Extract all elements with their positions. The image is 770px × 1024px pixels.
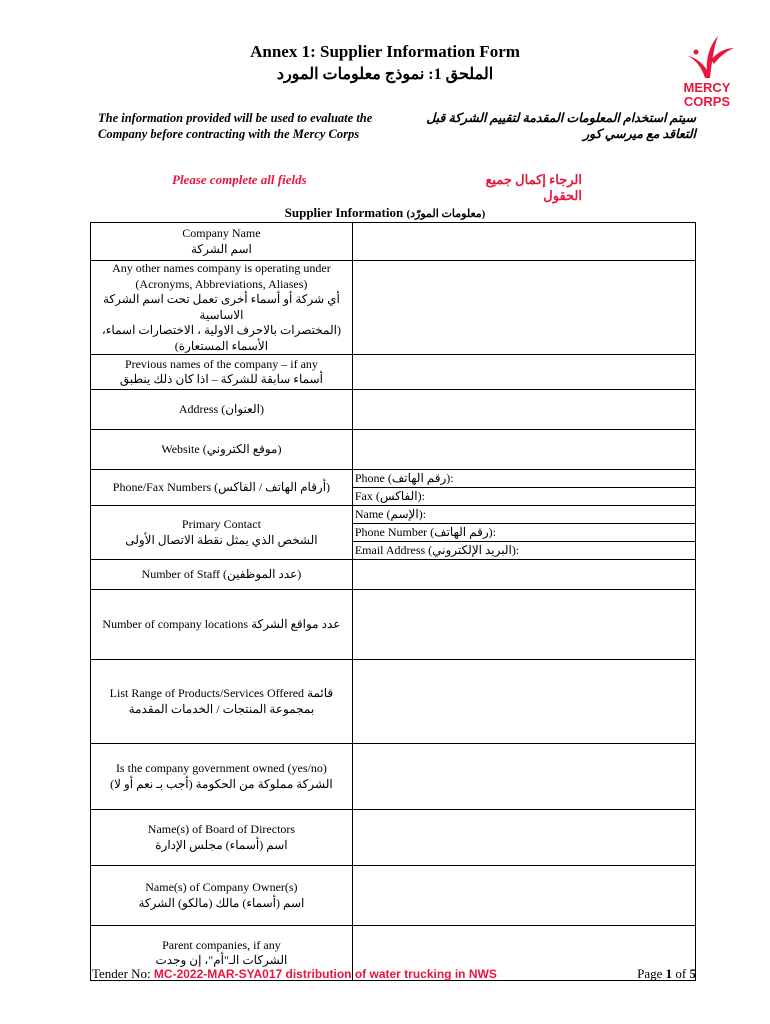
label-en: Number of company locations — [102, 616, 249, 631]
table-row — [91, 355, 696, 390]
complete-all-fields-notice: Please complete all fields — [172, 172, 307, 187]
owners-field[interactable] — [352, 866, 695, 926]
gov-owned-label — [91, 744, 353, 810]
label-en: Previous names of the company – if any — [124, 356, 318, 371]
board-label — [91, 810, 353, 866]
total-pages: 5 — [689, 966, 696, 981]
label-ar: (موقع الكتروني) — [202, 441, 282, 456]
table-row — [91, 261, 696, 355]
supplier-info-table — [90, 222, 696, 981]
website-label — [91, 430, 353, 470]
phone-fax-label — [91, 470, 353, 506]
complete-all-fields-notice-arabic: الرجاء إكمال جميع الحقول — [485, 172, 582, 203]
table-row — [91, 744, 696, 810]
label-en: Website — [161, 441, 200, 456]
other-names-field[interactable] — [352, 261, 695, 355]
label-en: Address — [178, 401, 219, 416]
table-row — [91, 590, 696, 660]
label-ar: (أرقام الهاتف / الفاكس) — [214, 479, 331, 494]
tender-reference: MC-2022-MAR-SYA017 distribution of water trucking in NWS — [153, 967, 497, 981]
staff-field[interactable] — [352, 560, 695, 590]
company-name-field[interactable] — [352, 223, 695, 261]
company-name-label — [91, 223, 353, 261]
phone-field[interactable]: Phone (رقم الهاتف): — [354, 471, 454, 485]
address-field[interactable] — [352, 390, 695, 430]
table-row — [91, 810, 696, 866]
section-heading — [0, 205, 770, 221]
label-ar: الشخص الذي يمثل نقطة الاتصال الأولى — [125, 532, 318, 547]
label-ar: (عدد الموظفين) — [222, 566, 302, 581]
contact-email-field[interactable]: Email Address (البريد الإلكتروني): — [353, 541, 695, 559]
form-title: Annex 1: Supplier Information Form — [250, 42, 520, 61]
other-names-label — [91, 261, 353, 355]
label-ar: قائمة — [307, 686, 334, 700]
table-row — [91, 506, 696, 560]
label-ar: بمجموعة المنتجات / الخدمات المقدمة — [128, 701, 315, 716]
page-number: Page 1 of 5 — [637, 966, 696, 981]
label-en: Is the company government owned (yes/no) — [115, 761, 327, 775]
table-row — [91, 470, 696, 506]
label-en: Phone/Fax Numbers — [112, 479, 212, 494]
contact-phone-field[interactable]: Phone Number (رقم الهاتف): — [353, 523, 695, 541]
mercy-corps-logo — [672, 30, 742, 110]
label-ar: أسماء سابقة للشركة – اذا كان ذلك ينطبق — [119, 372, 323, 386]
address-label — [91, 390, 353, 430]
locations-field[interactable] — [352, 590, 695, 660]
contact-name-field[interactable]: Name (الإسم): — [354, 507, 427, 521]
staff-label — [91, 560, 353, 590]
label-ar: (المختصرات بالاحرف الاولية ، الاختصارات اسماء، — [101, 323, 341, 337]
logo-word-mercy: MERCY — [683, 80, 731, 95]
products-field[interactable] — [352, 660, 695, 744]
primary-contact-field — [352, 506, 695, 560]
locations-label — [91, 590, 353, 660]
label-en: List Range of Products/Services Offered — [109, 686, 305, 700]
label-en: Any other names company is operating under — [112, 261, 331, 275]
label-en: Parent companies, if any — [162, 937, 281, 952]
form-title-arabic: الملحق 1: نموذج معلومات المورد — [276, 66, 494, 83]
label-en: Name(s) of Company Owner(s) — [145, 880, 298, 894]
logo-word-corps: CORPS — [683, 94, 731, 109]
previous-names-field[interactable] — [352, 355, 695, 390]
gov-owned-field[interactable] — [352, 744, 695, 810]
products-label — [91, 660, 353, 744]
table-row — [91, 560, 696, 590]
website-field[interactable] — [352, 430, 695, 470]
previous-names-label — [91, 355, 353, 390]
label-en: (Acronyms, Abbreviations, Aliases) — [135, 276, 308, 291]
label-en: Company Name — [182, 226, 261, 240]
intro-text: The information provided will be used to evaluate the Company before contracting with the Mercy Corps — [98, 111, 373, 141]
label-ar: الأسماء المستعارة) — [174, 338, 269, 353]
fax-field[interactable]: Fax (الفاكس): — [353, 487, 695, 505]
label-ar: الشركات الـ"أم"، إن وجدت — [155, 953, 288, 967]
tender-number — [92, 966, 497, 982]
label-ar: أي شركة أو أسماء أخرى تعمل تحت اسم الشركة الاساسية — [102, 292, 340, 322]
label-ar: اسم (أسماء) مالك (مالكو) الشركة — [138, 895, 305, 910]
phone-fax-field — [352, 470, 695, 506]
table-row — [91, 390, 696, 430]
table-row — [91, 866, 696, 926]
owners-label — [91, 866, 353, 926]
logo-figure-icon — [688, 36, 734, 78]
section-title: Supplier Information — [284, 205, 404, 220]
label-en: Number of Staff — [141, 566, 220, 581]
tender-label: Tender No: — [92, 966, 151, 981]
table-row — [91, 430, 696, 470]
section-title-arabic: (معلومات المورّد) — [406, 208, 486, 220]
label-ar: الشركة مملوكة من الحكومة (أجب بـ نعم أو لا) — [110, 776, 333, 791]
table-row — [91, 223, 696, 261]
primary-contact-label — [91, 506, 353, 560]
current-page: 1 — [665, 966, 673, 981]
label-ar: (العنوان) — [221, 401, 264, 416]
label-en: Primary Contact — [181, 517, 261, 531]
label-ar: اسم (أسماء) مجلس الإدارة — [155, 837, 288, 852]
table-row — [91, 660, 696, 744]
label-ar: عدد مواقع الشركة — [251, 616, 341, 631]
label-en: Name(s) of Board of Directors — [147, 822, 296, 836]
label-ar: اسم الشركة — [191, 241, 252, 256]
intro-text-arabic: سيتم استخدام المعلومات المقدمة لتقييم الشركة قبل التعاقد مع ميرسي كور — [426, 111, 696, 141]
board-field[interactable] — [352, 810, 695, 866]
